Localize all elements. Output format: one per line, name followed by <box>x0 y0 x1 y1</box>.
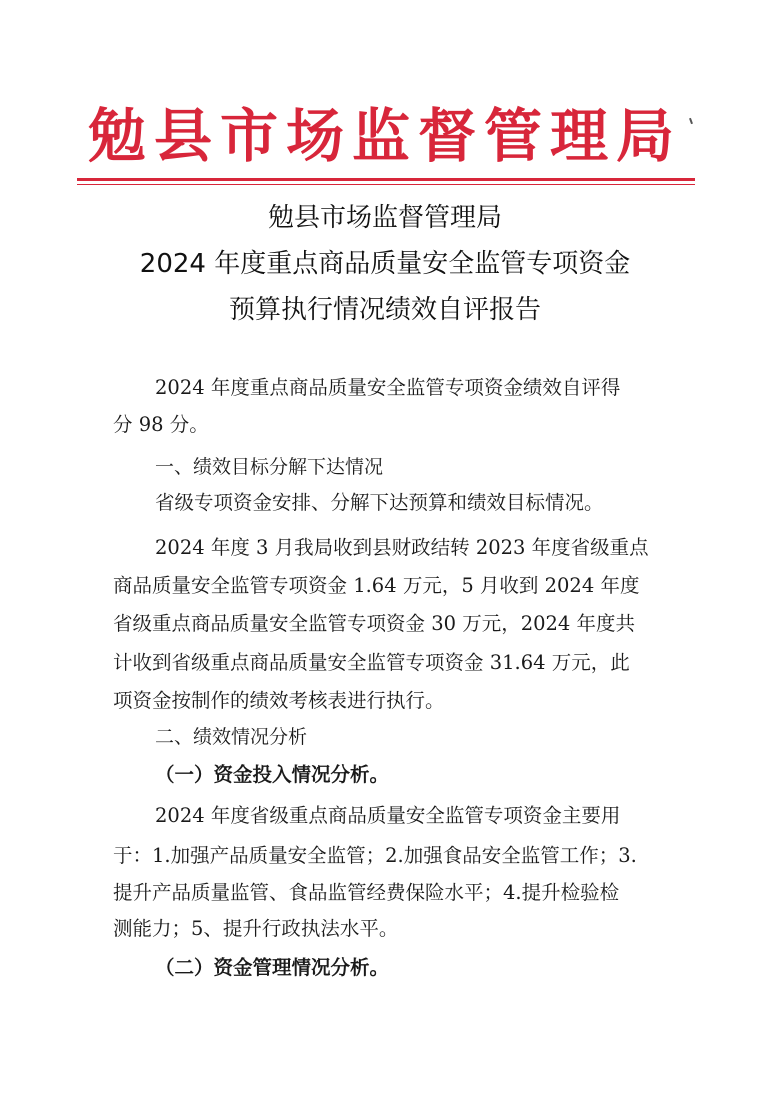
paragraph-4-line-1: 2024 年度省级重点商品质量安全监管专项资金主要用 <box>155 804 621 827</box>
masthead-rule-thick <box>77 178 695 181</box>
masthead-rule-thin <box>77 184 695 185</box>
paragraph-4-line-3: 提升产品质量监管、食品监管经费保险水平；4.提升检验检 <box>113 881 620 904</box>
paragraph-2-line-1: 省级专项资金安排、分解下达预算和绩效目标情况。 <box>155 491 604 514</box>
paragraph-1-line-2: 分 98 分。 <box>113 413 209 436</box>
section-2-heading: 二、绩效情况分析 <box>155 726 308 748</box>
paragraph-3-line-4: 计收到省级重点商品质量安全监管专项资金 31.64 万元，此 <box>113 651 630 674</box>
paragraph-1-line-1: 2024 年度重点商品质量安全监管专项资金绩效自评得 <box>155 376 621 399</box>
subsection-2-heading: （二）资金管理情况分析。 <box>155 956 390 979</box>
report-title-line-2: 2024 年度重点商品质量安全监管专项资金 <box>139 249 631 279</box>
paragraph-3-line-3: 省级重点商品质量安全监管专项资金 30 万元，2024 年度共 <box>113 612 636 635</box>
section-1-heading: 一、绩效目标分解下达情况 <box>155 456 384 478</box>
subsection-1-heading: （一）资金投入情况分析。 <box>155 763 390 786</box>
paragraph-3-line-1: 2024 年度 3 月我局收到县财政结转 2023 年度省级重点 <box>155 536 649 559</box>
paragraph-4-line-2: 于：1.加强产品质量安全监管；2.加强食品安全监管工作；3. <box>113 844 637 867</box>
paragraph-4-line-4: 测能力；5、提升行政执法水平。 <box>113 917 399 940</box>
masthead-title: 勉县市场监督管理局 <box>87 102 682 170</box>
paragraph-3-line-2: 商品质量安全监管专项资金 1.64 万元，5 月收到 2024 年度 <box>113 574 640 597</box>
paragraph-3-line-5: 项资金按制作的绩效考核表进行执行。 <box>113 689 445 712</box>
report-title-line-3: 预算执行情况绩效自评报告 <box>228 295 541 325</box>
report-title-line-1: 勉县市场监督管理局 <box>267 203 502 233</box>
